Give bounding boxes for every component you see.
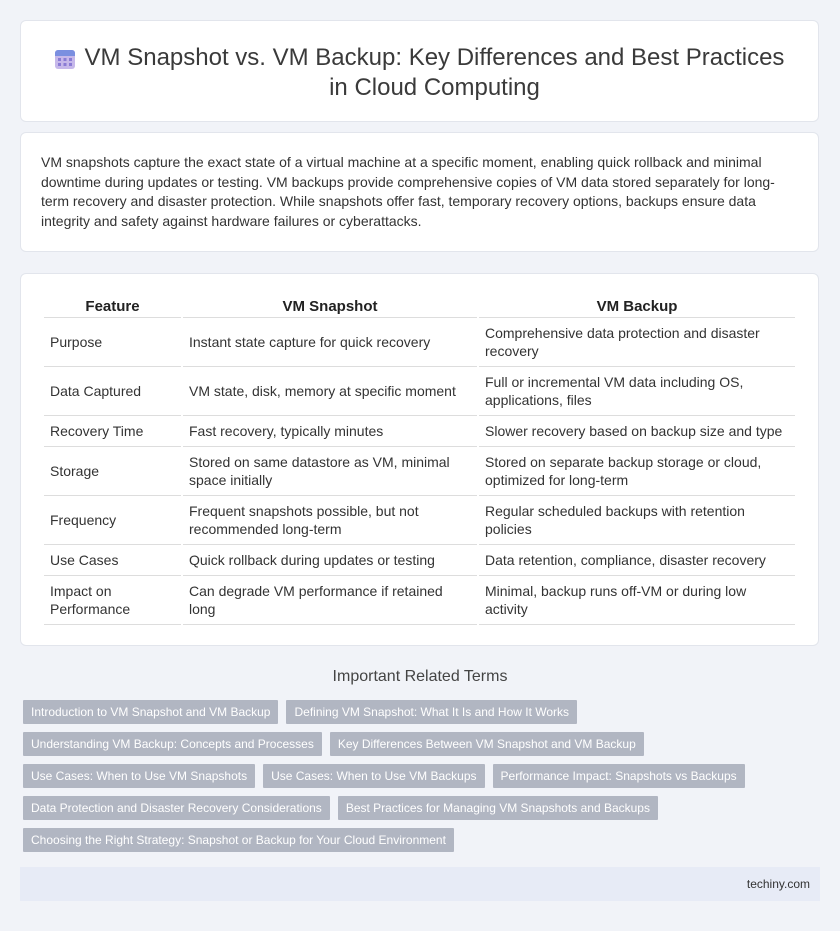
table-cell: Full or incremental VM data including OS, applications, files <box>479 367 795 416</box>
related-term-tag[interactable]: Understanding VM Backup: Concepts and Processes <box>23 732 322 756</box>
related-term-tag[interactable]: Defining VM Snapshot: What It Is and How It Works <box>286 700 577 724</box>
summary-text: VM snapshots capture the exact state of a virtual machine at a specific moment, enabling quick rollback and minimal downtime during updates or testing. VM backups provide comprehensive copies of VM data stored separately for long-term recovery and disaster protection. While snapshots offer fast, temporary recovery options, backups ensure data integrity and safety against hardware failures or cyberattacks. <box>41 154 775 229</box>
related-term-tag[interactable]: Choosing the Right Strategy: Snapshot or Backup for Your Cloud Environment <box>23 828 454 852</box>
summary-card <box>20 132 819 252</box>
table-cell: Minimal, backup runs off-VM or during low activity <box>479 576 795 625</box>
table-row <box>44 447 795 496</box>
table-cell: Data retention, compliance, disaster recovery <box>479 545 795 576</box>
related-term-tag[interactable]: Data Protection and Disaster Recovery Considerations <box>23 796 330 820</box>
related-term-tag[interactable]: Use Cases: When to Use VM Backups <box>263 764 484 788</box>
table-row <box>44 318 795 367</box>
table-row <box>44 496 795 545</box>
table-cell: Regular scheduled backups with retention policies <box>479 496 795 545</box>
table-cell: Fast recovery, typically minutes <box>183 416 477 447</box>
related-terms-list <box>23 700 823 860</box>
related-terms-title: Important Related Terms <box>332 668 508 685</box>
related-term-tag[interactable]: Use Cases: When to Use VM Snapshots <box>23 764 255 788</box>
table-cell: VM state, disk, memory at specific moment <box>183 367 477 416</box>
related-term-tag[interactable]: Performance Impact: Snapshots vs Backups <box>493 764 745 788</box>
table-cell: Instant state capture for quick recovery <box>183 318 477 367</box>
table-cell: Slower recovery based on backup size and type <box>479 416 795 447</box>
table-cell: Storage <box>44 447 181 496</box>
page-title: VM Snapshot vs. VM Backup: Key Differences and Best Practices in Cloud Computing <box>84 44 785 101</box>
table-cell: Purpose <box>44 318 181 367</box>
related-term-tag[interactable]: Key Differences Between VM Snapshot and VM Backup <box>330 732 644 756</box>
table-row <box>44 545 795 576</box>
comparison-table <box>42 296 797 625</box>
table-row <box>44 576 795 625</box>
table-row <box>44 416 795 447</box>
table-cell: Frequency <box>44 496 181 545</box>
table-cell: Stored on separate backup storage or cloud, optimized for long-term <box>479 447 795 496</box>
related-term-tag[interactable]: Introduction to VM Snapshot and VM Backup <box>23 700 278 724</box>
table-cell: Impact on Performance <box>44 576 181 625</box>
table-cell: Recovery Time <box>44 416 181 447</box>
header-vm-snapshot: VM Snapshot <box>183 296 477 318</box>
footer-site-link[interactable]: techiny.com <box>746 877 810 891</box>
table-cell: Use Cases <box>44 545 181 576</box>
table-cell: Can degrade VM performance if retained long <box>183 576 477 625</box>
table-cell: Quick rollback during updates or testing <box>183 545 477 576</box>
table-row <box>44 367 795 416</box>
table-cell: Stored on same datastore as VM, minimal space initially <box>183 447 477 496</box>
table-cell: Data Captured <box>44 367 181 416</box>
table-cell: Comprehensive data protection and disaster recovery <box>479 318 795 367</box>
related-term-tag[interactable]: Best Practices for Managing VM Snapshots and Backups <box>338 796 658 820</box>
table-header-row <box>44 296 795 318</box>
title-card <box>20 20 819 122</box>
table-cell: Frequent snapshots possible, but not recommended long-term <box>183 496 477 545</box>
header-vm-backup: VM Backup <box>479 296 795 318</box>
header-feature: Feature <box>44 296 181 318</box>
comparison-table-card <box>20 273 819 646</box>
footer <box>20 867 820 901</box>
